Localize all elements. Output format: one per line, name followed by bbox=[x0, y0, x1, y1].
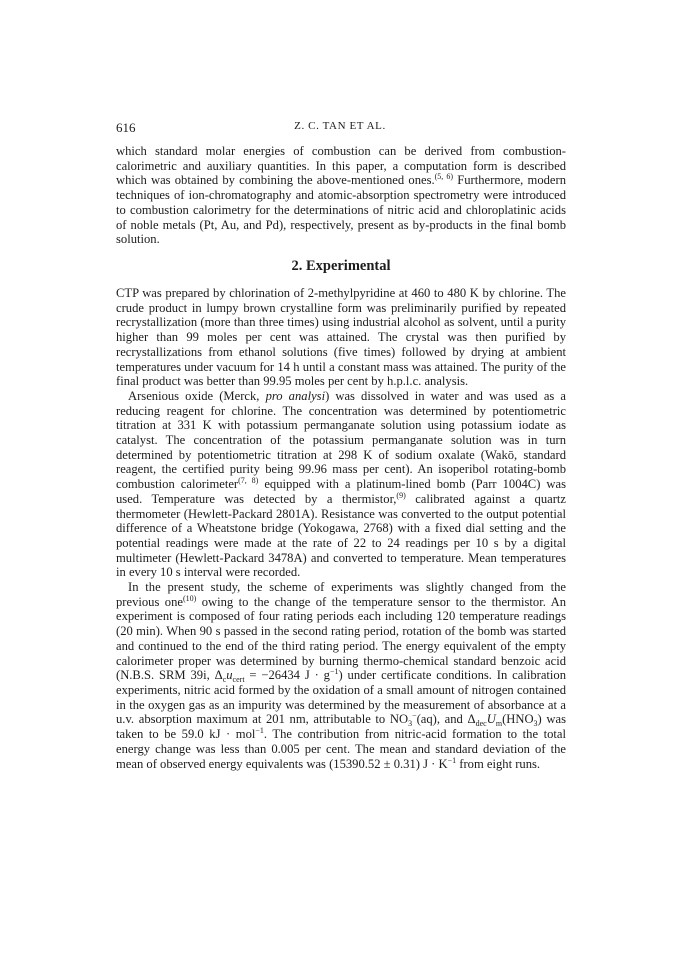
citation-5-6: (5, 6) bbox=[434, 172, 454, 182]
citation-7-8: (7, 8) bbox=[238, 476, 259, 486]
page-header bbox=[116, 120, 564, 136]
paragraph-ctp-preparation: CTP was prepared by chlorination of 2-methylpyridine at 460 to 480 K by chlorine. The crude product in lumpy brown crystalline form was preliminarily purified by repeated recrystallization (more than three times) using industrial alcohol as solvent, until a purity higher than 99 moles per cent was attained. The crystal was then purified by recrystallizations from ethanol solutions (five times) followed by drying at ambient temperatures under vacuum for 14 h until a constant mass was attained. The purity of the final product was better than 99.95 moles per cent by h.p.l.c. analysis. bbox=[116, 286, 566, 389]
citation-10: (10) bbox=[182, 593, 197, 603]
citation-9: (9) bbox=[396, 490, 406, 500]
section-heading: 2. Experimental bbox=[291, 258, 391, 274]
section-body bbox=[116, 286, 566, 771]
paragraph-procedure: In the present study, the scheme of experiments was slightly changed from the previous one$^{(10)}$ owing to the change of the temperature sensor to the thermistor. An experiment is composed of four rating periods each including 120 temperature readings (20 min). When 90 s passed in the second rating period, rotation of the bomb was started and continued to the end of the third rating period. The energy equivalent of the empty calorimeter proper was determined by burning thermo-chemical standard benzoic acid (N.B.S. SRM 39i, $\Delta_cu_{cert} = -26434$ $J \cdot g^{-1}$) under certificate conditions. In calibration experiments, nitric acid formed by the oxidation of a small amount of nitrogen contained in the oxygen gas as an impurity was determined by the measurement of absorbance at a u.v. absorption maximum at 201 nm, attributable to $NO_3^-(aq)$, and $\Delta_{dec}U_m(HNO_3)$ was taken to be 59.0 kJ · mol$^{-1}$. The contribution from nitric-acid formation to the total energy change was less than 0.005 per cent. The mean and standard deviation of the mean of observed energy equivalents was (15390.52 ± 0.31) $J \cdot K^{-1}$ from eight runs. bbox=[116, 580, 567, 771]
running-head: Z. C. TAN ET AL. bbox=[294, 120, 386, 132]
paragraph-apparatus: Arsenious oxide (Merck, pro analysi) was dissolved in water and was used as a reducing reagent for chlorine. The concentration was determined by potentiometric titration at 331 K with potassium permanganate solution using potassium iodate as catalyst. The concentration of the potassium permanganate solution was in turn determined by potentiometric titration at 298 K of sodium oxalate (Wakō, standard reagent, the certified purity being 99.96 mass per cent). An isoperibol rotating-bomb combustion calorimeter$^{(7, 8)}$ equipped with a platinum-lined bomb (Parr 1004C) was used. Temperature was detected by a thermistor,$^{(9)}$ calibrated against a quartz thermometer (Hewlett-Packard 2801A). Resistance was converted to the output potential difference of a Wheatstone bridge (Yokogawa, 2768) with a fixed dial setting and the potential readings were made at the rate of 22 to 24 readings per 10 s by a digital multimeter (Hewlett-Packard 3478A) and converted to temperature. Mean temperatures in every 10 s interval were recorded. bbox=[116, 388, 567, 580]
page-number: 616 bbox=[116, 120, 136, 135]
intro-paragraph: which standard molar energies of combustion can be derived from combustion-calorimetric and auxiliary quantities. In this paper, a computation form is described which was obtained by combining the above-mentioned ones.$^{(5, 6)}$ Furthermore, modern techniques of ion-chromatography and atomic-absorption spectrometry were introduced to combustion calorimetry for the determinations of nitric acid and chloroplatinic acids of noble metals (Pt, Au, and Pd), respectively, present as by-products in the final bomb solution. bbox=[116, 144, 566, 247]
